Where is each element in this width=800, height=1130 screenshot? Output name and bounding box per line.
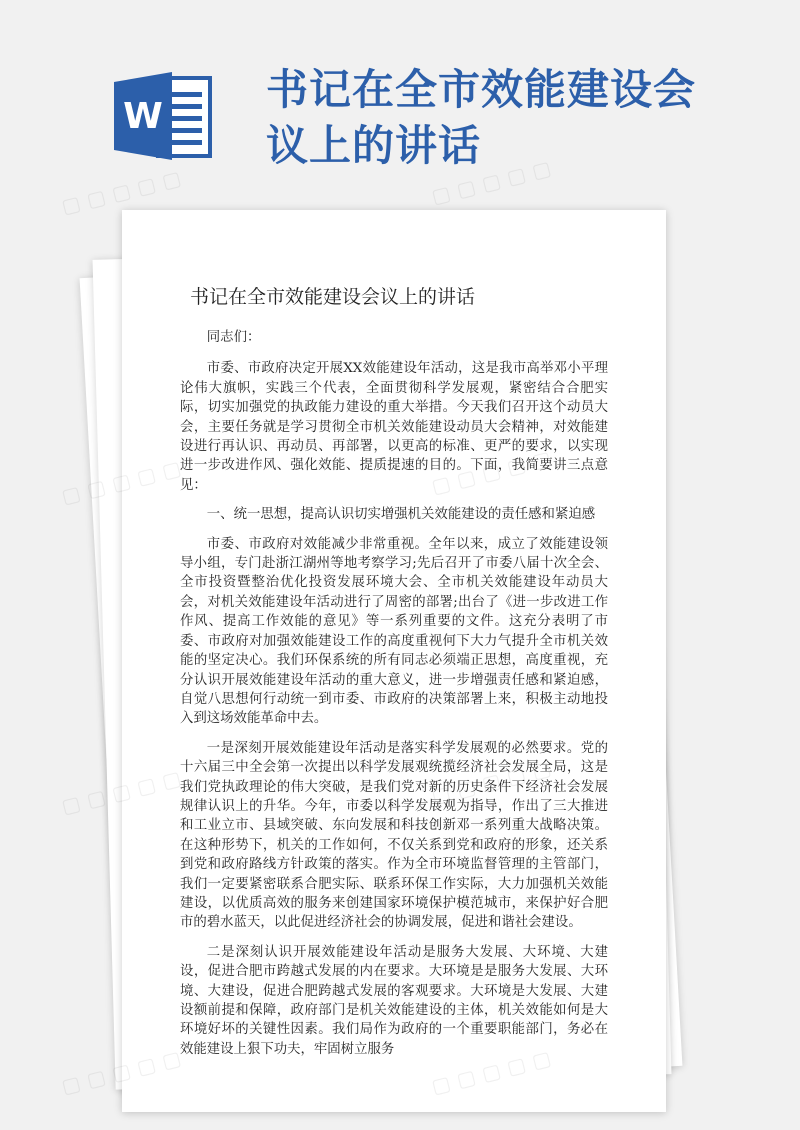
watermark: ▢ ▢ ▢ ▢ ▢ — [428, 155, 554, 209]
watermark: ▢ ▢ — [58, 1064, 109, 1099]
word-logo-letter: W — [123, 96, 163, 137]
section-heading: 一、统一思想，提高认识切实增强机关效能建设的责任感和紧迫感 — [206, 507, 596, 523]
document-page — [122, 210, 666, 1112]
word-document-icon — [112, 68, 216, 164]
header-title: 书记在全市效能建设会议上的讲话 — [266, 65, 697, 170]
watermark: ▢ ▢ ▢ ▢ ▢ — [58, 165, 184, 219]
document-title: 书记在全市效能建设会议上的讲话 — [190, 286, 476, 308]
paragraph: 市委、市政府决定开展XX效能建设年活动，这是我市高举邓小平理论伟大旗帜，实践三个代表，全面贯彻科学发展观，紧密结合合肥实际，切实加强党的执政能力建设的重大举措。今天我们召开这个动员大会，主要任务就是学习贯彻全市机关效能建设动员大会精神，对效能建设进行再认识、再动员、再部署，以更高的标准、更严的要求，以实现进一步改进作风、强化效能、提质提速的目的。下面，我简要讲三点意见： — [180, 361, 608, 493]
paragraph: 二是深刻认识开展效能建设年活动是服务大发展、大环境、大建设，促进合肥市跨越式发展的内在要求。大环境是是服务大发展、大环境、大建设，促进合肥跨越式发展的客观要求。大环境是大发展、大建设额前提和保障，政府部门是机关效能建设的主体，机关效能如何是大环境好坏的关键性因素。我们局作为政府的一个重要职能部门，务必在效能建设上狠下功夫，牢固树立服务 — [180, 944, 608, 1057]
watermark: ▢ ▢ — [58, 784, 109, 819]
paragraph: 一是深刻开展效能建设年活动是落实科学发展观的必然要求。党的十六届三中全会第一次提出以科学发展观统揽经济社会发展全局，这是我们党执政理论的伟大突破，是我们党对新的历史条件下经济社会发展规律认识上的升华。今年，市委以科学发展观为指导，作出了三大推进和工业立市、县域突破、东向发展和科技创新邓一系列重大战略决策。在这种形势下，机关的工作如何，不仅关系到党和政府的形象，还关系到党和政府路线方针政策的落实。作为全市环境监督管理的主管部门，我们一定要紧密联系合肥实际、联系环保工作实际，大力加强机关效能建设，以优质高效的服务来创建国家环境保护模范城市，来保护好合肥市的碧水蓝天，以此促进经济社会的协调发展，促进和谐社会建设。 — [180, 740, 608, 931]
document-body — [180, 328, 608, 1069]
document-preview — [96, 222, 666, 1112]
paragraph: 市委、市政府对效能减少非常重视。全年以来，成立了效能建设领导小组，专门赴浙江湖州等地考察学习;先后召开了市委八届十次全会、全市投资暨整治优化投资发展环境大会、全市机关效能建设年动员大会，对机关效能建设年活动进行了周密的部署;出台了《进一步改进工作作风、提高工作效能的意见》等一系列重要的文件。这充分表明了市委、市政府对加强效能建设工作的高度重视何下大力气提升全市机关效能的坚定决心。我们环保系统的所有同志必须端正思想，高度重视，充分认识开展效能建设年活动的重大意义，进一步增强责任感和紧迫感，自觉八思想何行动统一到市委、市政府的决策部署上来，积极主动地投入到这场效能革命中去。 — [180, 536, 608, 727]
greeting: 同志们： — [206, 330, 261, 345]
watermark: ▢ — [58, 480, 84, 509]
